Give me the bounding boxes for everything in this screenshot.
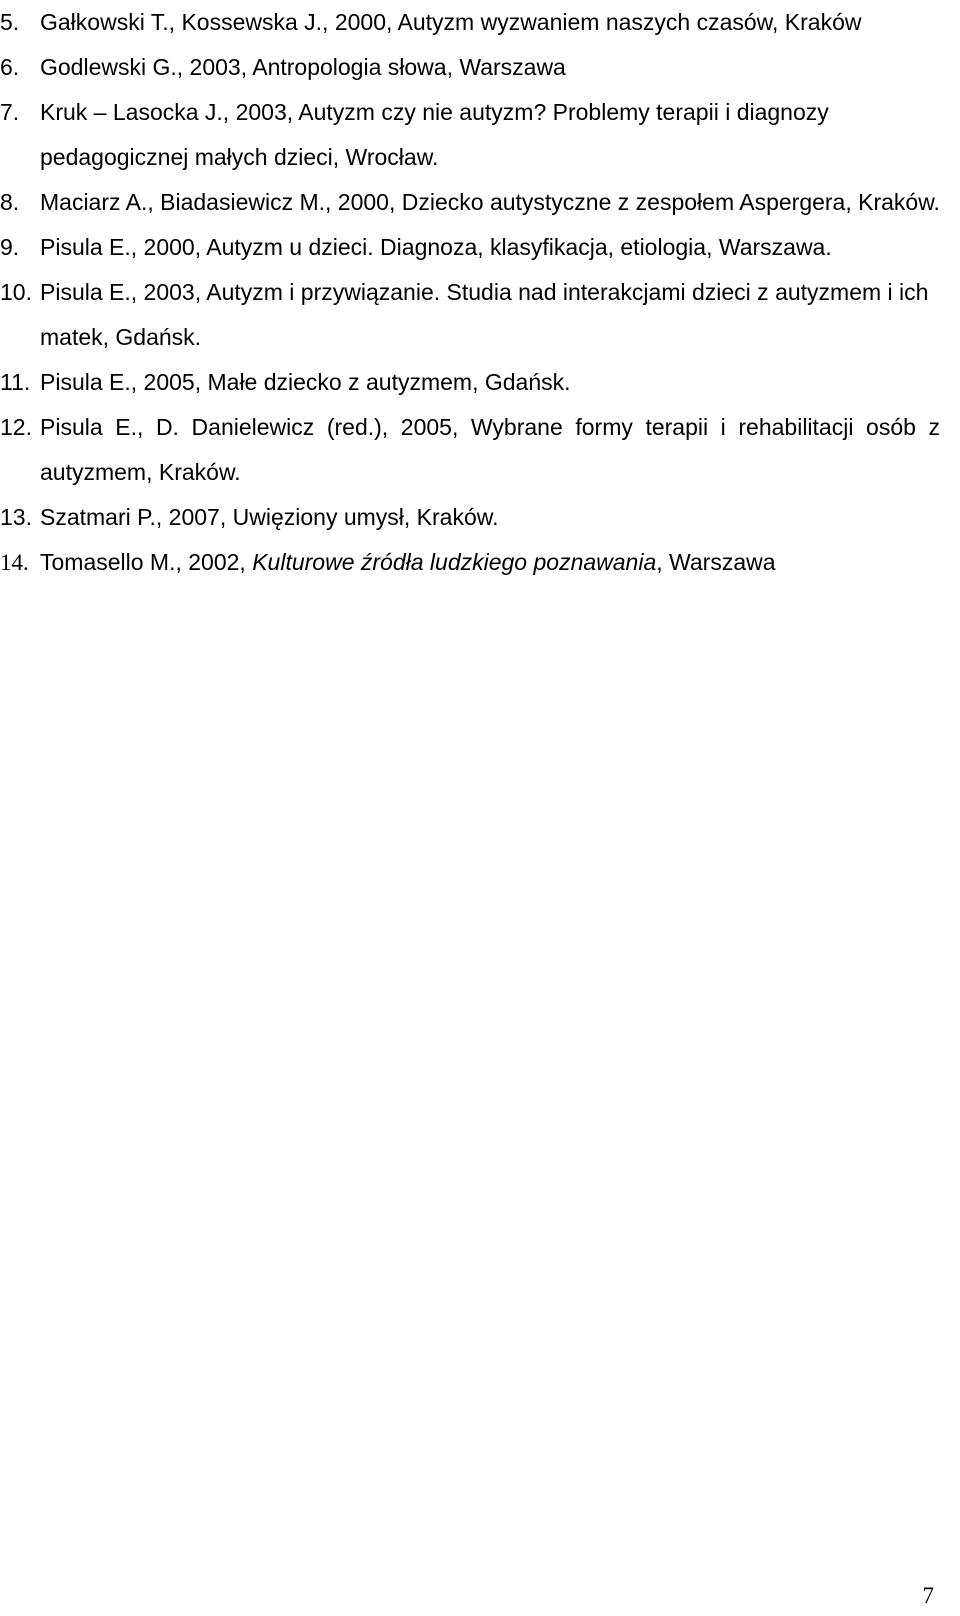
reference-item bbox=[0, 45, 940, 90]
reference-text-before: Tomasello M., 2002, bbox=[40, 549, 253, 575]
reference-text: Gałkowski T., Kossewska J., 2000, Autyzm wyzwaniem naszych czasów, Kraków bbox=[40, 9, 862, 35]
reference-number: 14. bbox=[0, 550, 29, 575]
reference-number: 8. bbox=[0, 189, 20, 215]
reference-number: 5. bbox=[0, 9, 20, 35]
reference-item bbox=[0, 540, 940, 585]
reference-number: 9. bbox=[0, 234, 20, 260]
reference-item bbox=[0, 360, 940, 405]
reference-text: Kruk – Lasocka J., 2003, Autyzm czy nie autyzm? Problemy terapii i diagnozy pedagogicznej małych dzieci, Wrocław. bbox=[40, 99, 829, 170]
reference-item bbox=[0, 225, 940, 270]
reference-text: Pisula E., 2005, Małe dziecko z autyzmem, Gdańsk. bbox=[40, 369, 571, 395]
reference-text: Maciarz A., Biadasiewicz M., 2000, Dziecko autystyczne z zespołem Aspergera, Kraków. bbox=[40, 189, 940, 215]
reference-item bbox=[0, 270, 940, 360]
reference-number: 12. bbox=[0, 414, 32, 440]
reference-text: Pisula E., 2000, Autyzm u dzieci. Diagnoza, klasyfikacja, etiologia, Warszawa. bbox=[40, 234, 832, 260]
bibliography-list bbox=[0, 0, 940, 585]
reference-number: 10. bbox=[0, 279, 32, 305]
reference-number: 13. bbox=[0, 504, 32, 530]
reference-item bbox=[0, 180, 940, 225]
reference-item bbox=[0, 495, 940, 540]
reference-number: 7. bbox=[0, 99, 20, 125]
reference-number: 6. bbox=[0, 54, 20, 80]
reference-title: Kulturowe źródła ludzkiego poznawania bbox=[252, 549, 657, 575]
reference-item bbox=[0, 405, 940, 495]
reference-item bbox=[0, 0, 940, 45]
reference-text: Pisula E., 2003, Autyzm i przywiązanie. Studia nad interakcjami dzieci z autyzmem i ich matek, Gdańsk. bbox=[40, 279, 929, 350]
reference-text-after: , Warszawa bbox=[656, 549, 776, 575]
reference-item bbox=[0, 90, 940, 180]
reference-text: Pisula E., D. Danielewicz (red.), 2005, Wybrane formy terapii i rehabilitacji osób z autyzmem, Kraków. bbox=[40, 414, 940, 485]
reference-text: Godlewski G., 2003, Antropologia słowa, Warszawa bbox=[40, 54, 566, 80]
reference-number: 11. bbox=[0, 369, 31, 395]
reference-text: Szatmari P., 2007, Uwięziony umysł, Kraków. bbox=[40, 504, 499, 530]
page-number: 7 bbox=[922, 1583, 934, 1608]
